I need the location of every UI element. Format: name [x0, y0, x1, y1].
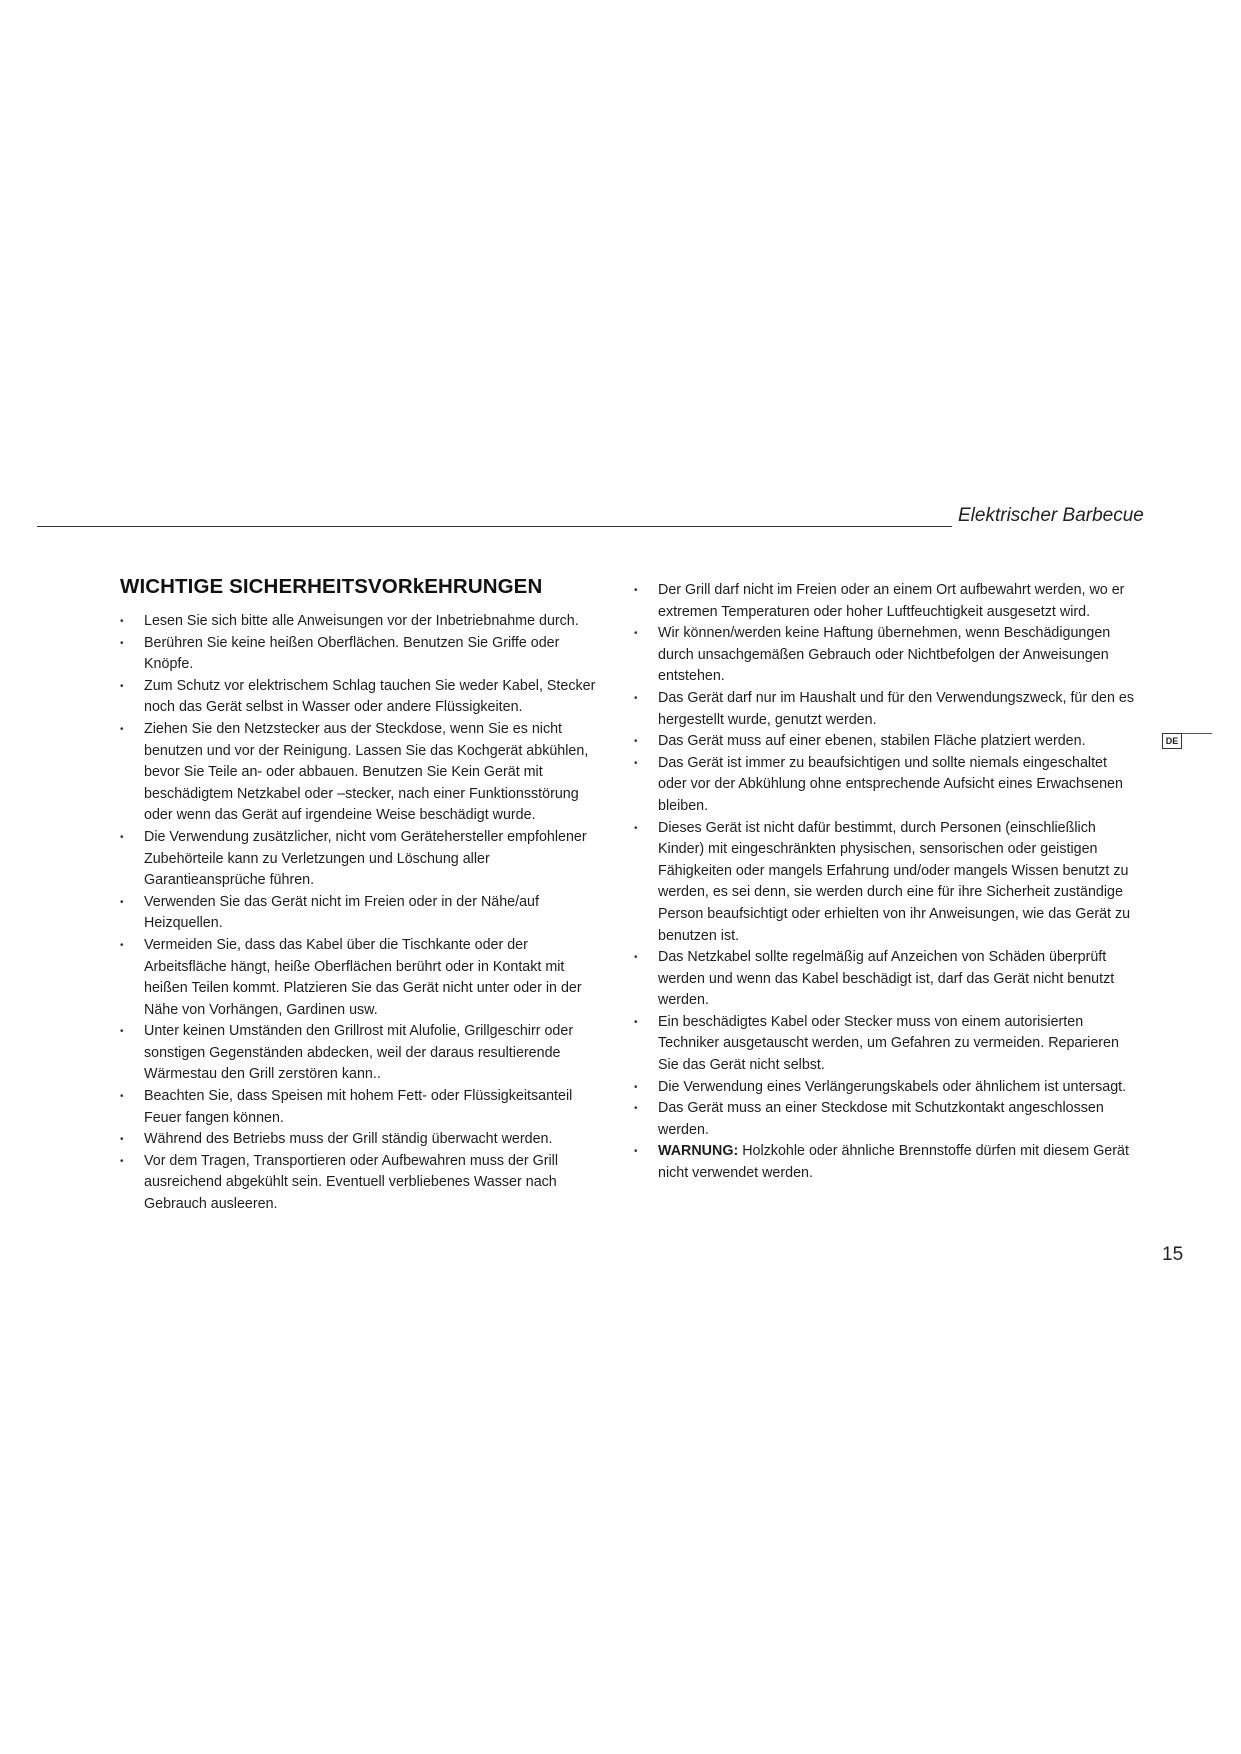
- safety-item: • Das Gerät ist immer zu beaufsichtigen und sollte niemals eingeschaltet oder vor der Abkühlung ohne entsprechende Aufsicht eines Erwachsenen bleiben.: [634, 753, 1136, 818]
- safety-item: • Dieses Gerät ist nicht dafür bestimmt, durch Personen (einschließlich Kinder) mit eingeschränkten physischen, sensorischen oder geistigen Fähigkeiten oder mangels Erfahrung und/oder mangels Wissen benutzt zu werden, es sei denn, sie werden durch eine für ihre Sicherheit zuständige Person beaufsichtigt oder erhielten von ihr Anweisungen, wie das Gerät zu benutzen ist.: [634, 818, 1136, 948]
- safety-item: • Die Verwendung zusätzlicher, nicht vom Gerätehersteller empfohlener Zubehörteile kann zu Verletzungen und Löschung aller Garantieansprüche führen.: [120, 827, 605, 892]
- language-tab-line: [1182, 733, 1212, 734]
- safety-item: • Beachten Sie, dass Speisen mit hohem Fett- oder Flüssigkeitsanteil Feuer fangen können.: [120, 1086, 605, 1129]
- safety-item: • Der Grill darf nicht im Freien oder an einem Ort aufbewahrt werden, wo er extremen Temperaturen oder hoher Luftfeuchtigkeit ausgesetzt wird.: [634, 580, 1136, 623]
- right-column: [634, 580, 1136, 1185]
- warning-label: WARNUNG:: [658, 1143, 739, 1160]
- warning-text: Holzkohle oder ähnliche Brennstoffe dürfen mit diesem Gerät nicht verwendet werden.: [658, 1143, 1129, 1182]
- safety-item: • Vermeiden Sie, dass das Kabel über die Tischkante oder der Arbeitsfläche hängt, heiße Oberflächen berührt oder in Kontakt mit heißen Teilen kommt. Platzieren Sie das Gerät nicht unter oder in der Nähe von Vorhängen, Gardinen usw.: [120, 935, 605, 1021]
- right-bullet-list: [634, 580, 1136, 1185]
- safety-item: • Unter keinen Umständen den Grillrost mit Alufolie, Grillgeschirr oder sonstigen Gegenständen abdecken, weil der daraus resultierende Wärmestau den Grill zerstören kann..: [120, 1021, 605, 1086]
- safety-item: • Ein beschädigtes Kabel oder Stecker muss von einem autorisierten Techniker ausgetauscht werden, um Gefahren zu vermeiden. Reparieren Sie das Gerät nicht selbst.: [634, 1012, 1136, 1077]
- header-title: Elektrischer Barbecue: [958, 505, 1144, 526]
- safety-item: • Vor dem Tragen, Transportieren oder Aufbewahren muss der Grill ausreichend abgekühlt sein. Eventuell verbliebenes Wasser nach Gebrauch ausleeren.: [120, 1151, 605, 1216]
- safety-item: • Ziehen Sie den Netzstecker aus der Steckdose, wenn Sie es nicht benutzen und vor der Reinigung. Lassen Sie das Kochgerät abkühlen, bevor Sie Teile an- oder abbauen. Benutzen Sie Kein Gerät mit beschädigtem Netzkabel oder –stecker, nach einer Funktionsstörung oder wenn das Gerät auf irgendeine Weise beschädigt wurde.: [120, 719, 605, 827]
- safety-item: • Die Verwendung eines Verlängerungskabels oder ähnlichem ist untersagt.: [634, 1077, 1136, 1099]
- warning-item: [634, 1141, 1136, 1184]
- left-bullet-list: [120, 611, 605, 1216]
- safety-item: • Das Netzkabel sollte regelmäßig auf Anzeichen von Schäden überprüft werden und wenn das Kabel beschädigt ist, darf das Gerät nicht benutzt werden.: [634, 947, 1136, 1012]
- left-column: [120, 575, 605, 1216]
- safety-item: • Verwenden Sie das Gerät nicht im Freien oder in der Nähe/auf Heizquellen.: [120, 892, 605, 935]
- safety-item: • Lesen Sie sich bitte alle Anweisungen vor der Inbetriebnahme durch.: [120, 611, 605, 633]
- safety-item: • Berühren Sie keine heißen Oberflächen. Benutzen Sie Griffe oder Knöpfe.: [120, 633, 605, 676]
- safety-item: • Wir können/werden keine Haftung übernehmen, wenn Beschädigungen durch unsachgemäßen Gebrauch oder Nichtbefolgen der Anweisungen entstehen.: [634, 623, 1136, 688]
- language-tab: DE: [1162, 733, 1182, 749]
- section-title: WICHTIGE SICHERHEITSVORkEHRUNGEN: [120, 575, 543, 598]
- safety-item: • Während des Betriebs muss der Grill ständig überwacht werden.: [120, 1129, 605, 1151]
- safety-item: • Das Gerät muss auf einer ebenen, stabilen Fläche platziert werden.: [634, 731, 1136, 753]
- page-number: 15: [1162, 1244, 1184, 1265]
- safety-item: • Das Gerät muss an einer Steckdose mit Schutzkontakt angeschlossen werden.: [634, 1098, 1136, 1141]
- safety-item: • Das Gerät darf nur im Haushalt und für den Verwendungszweck, für den es hergestellt wurde, genutzt werden.: [634, 688, 1136, 731]
- header-rule: [37, 526, 952, 527]
- safety-item: • Zum Schutz vor elektrischem Schlag tauchen Sie weder Kabel, Stecker noch das Gerät selbst in Wasser oder andere Flüssigkeiten.: [120, 676, 605, 719]
